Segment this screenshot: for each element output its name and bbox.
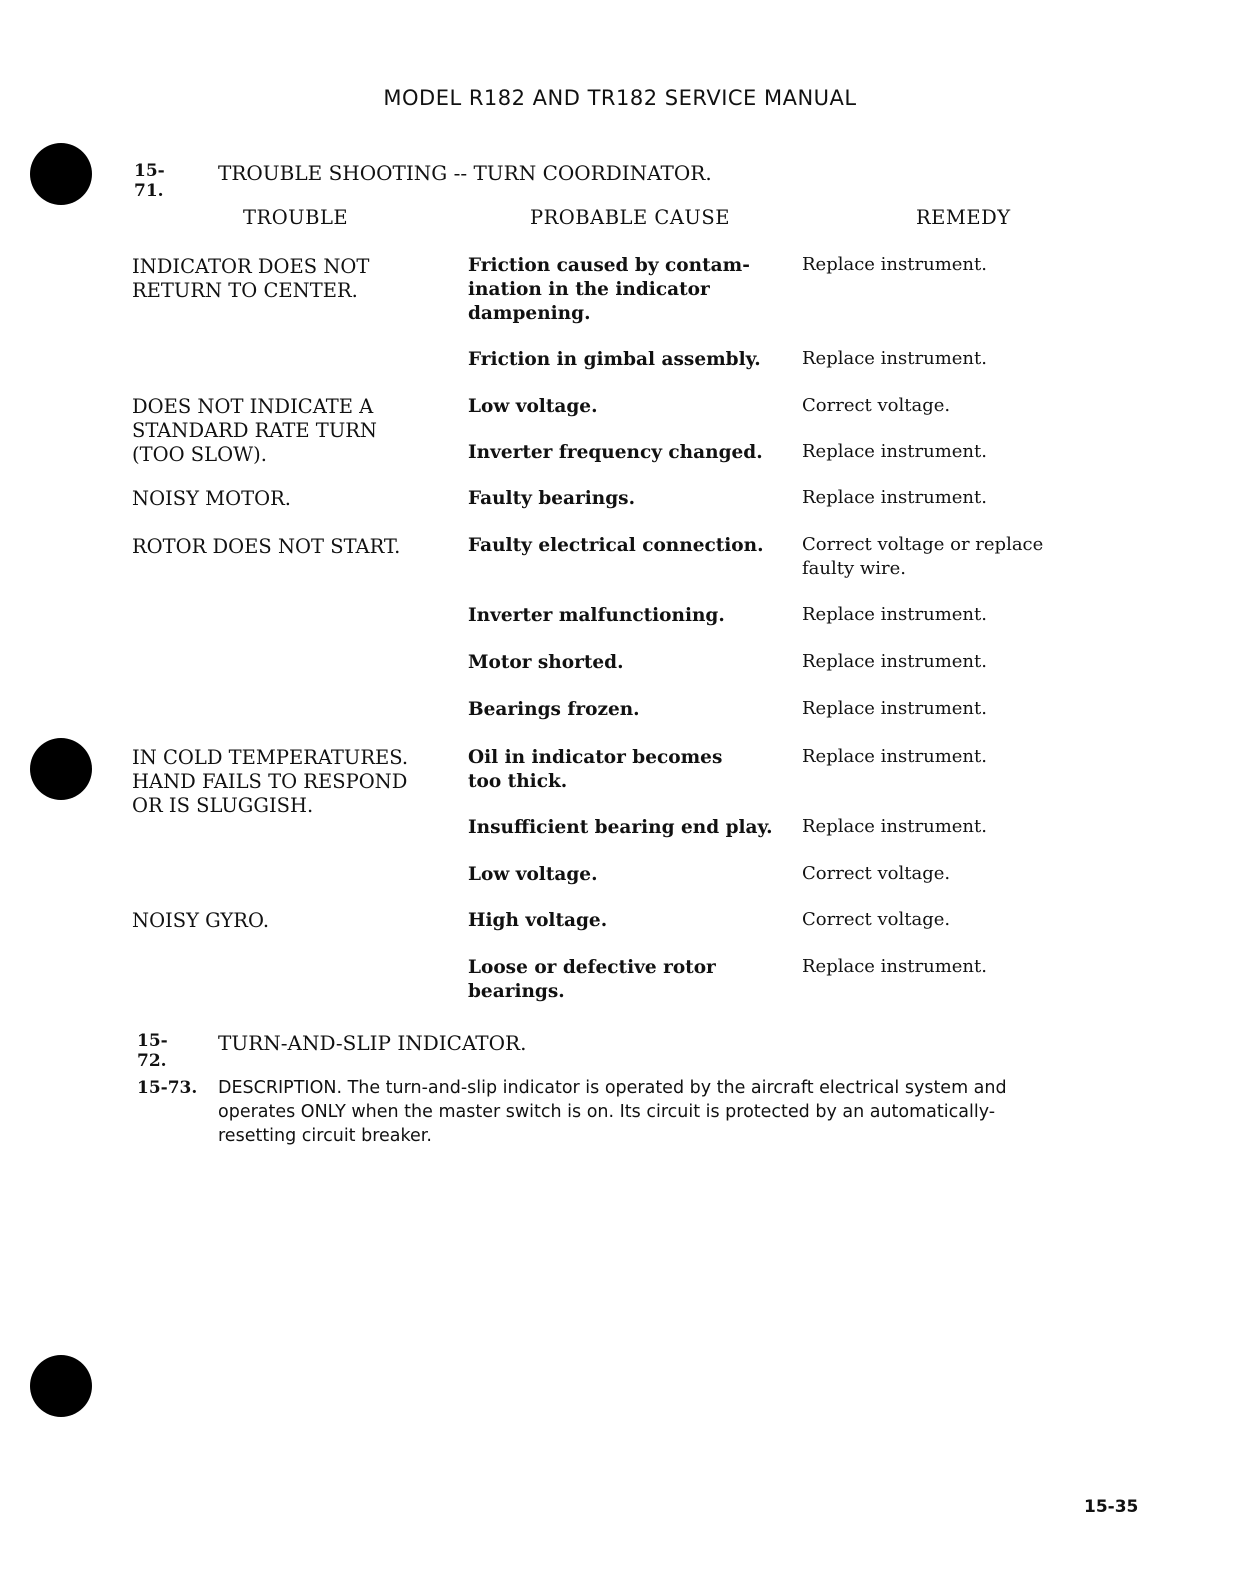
remedy-line: Replace instrument. [802, 604, 987, 625]
remedy-cell [802, 603, 987, 627]
remedy-line: Replace instrument. [802, 651, 987, 672]
cause-line: Insufficient bearing end play. [468, 817, 773, 838]
remedy-cell [802, 650, 987, 674]
probable-cause-cell [468, 816, 773, 840]
probable-cause-cell [468, 487, 635, 511]
remedy-cell [802, 955, 987, 979]
cause-line: Faulty bearings. [468, 488, 636, 509]
trouble-entry [132, 395, 377, 467]
probable-cause-cell [468, 698, 640, 722]
trouble-entry [132, 487, 291, 511]
cause-line: Loose or defective rotor [468, 957, 716, 978]
trouble-entry [132, 535, 400, 559]
remedy-cell [802, 533, 1043, 581]
description-paragraph [218, 1076, 1153, 1148]
probable-cause-cell [468, 441, 763, 465]
page-number: 15-35 [1084, 1497, 1139, 1517]
paragraph-line: DESCRIPTION. The turn-and-slip indicator is operated by the aircraft electrical system and [218, 1078, 1007, 1098]
section-title: TROUBLE SHOOTING -- TURN COORDINATOR. [218, 161, 712, 185]
section-number: 15-72. [137, 1031, 168, 1071]
cause-line: High voltage. [468, 910, 608, 931]
cause-line: Faulty electrical connection. [468, 535, 764, 556]
probable-cause-cell [468, 254, 750, 326]
trouble-line: ROTOR DOES NOT START. [132, 535, 401, 558]
section-number: 15-73. [137, 1078, 198, 1098]
page-title: MODEL R182 AND TR182 SERVICE MANUAL [383, 86, 857, 110]
column-header-trouble: TROUBLE [243, 206, 349, 229]
remedy-line: Replace instrument. [802, 746, 987, 767]
probable-cause-cell [468, 651, 624, 675]
probable-cause-cell [468, 956, 716, 1004]
cause-line: Friction caused by contam- [468, 255, 750, 276]
cause-line: Low voltage. [468, 864, 598, 885]
probable-cause-cell [468, 746, 722, 794]
probable-cause-cell [468, 348, 761, 372]
cause-line: Oil in indicator becomes [468, 747, 723, 768]
remedy-line: Replace instrument. [802, 348, 987, 369]
trouble-entry [132, 746, 408, 818]
binder-hole [30, 738, 92, 800]
remedy-cell [802, 815, 987, 839]
trouble-entry [132, 909, 269, 933]
cause-line: Friction in gimbal assembly. [468, 349, 761, 370]
column-header-probable-cause: PROBABLE CAUSE [530, 206, 730, 229]
remedy-line: Correct voltage or replace [802, 534, 1044, 555]
trouble-line: INDICATOR DOES NOT [132, 255, 370, 278]
remedy-cell [802, 440, 987, 464]
trouble-line: DOES NOT INDICATE A [132, 395, 374, 418]
remedy-cell [802, 486, 987, 510]
cause-line: Low voltage. [468, 396, 598, 417]
remedy-cell [802, 253, 987, 277]
trouble-line: RETURN TO CENTER. [132, 279, 358, 302]
cause-line: Inverter frequency changed. [468, 442, 763, 463]
trouble-line: (TOO SLOW). [132, 443, 267, 466]
remedy-cell [802, 862, 950, 886]
trouble-entry [132, 255, 369, 303]
trouble-line: OR IS SLUGGISH. [132, 794, 314, 817]
trouble-line: IN COLD TEMPERATURES. [132, 746, 409, 769]
probable-cause-cell [468, 534, 764, 558]
remedy-cell [802, 908, 950, 932]
trouble-line: NOISY GYRO. [132, 909, 270, 932]
cause-line: ination in the indicator [468, 279, 710, 300]
cause-line: Bearings frozen. [468, 699, 640, 720]
probable-cause-cell [468, 909, 607, 933]
cause-line: too thick. [468, 771, 568, 792]
remedy-line: Replace instrument. [802, 816, 987, 837]
probable-cause-cell [468, 395, 598, 419]
remedy-cell [802, 697, 987, 721]
binder-hole [30, 143, 92, 205]
cause-line: Inverter malfunctioning. [468, 605, 725, 626]
section-title: TURN-AND-SLIP INDICATOR. [218, 1031, 527, 1055]
remedy-line: Correct voltage. [802, 863, 951, 884]
cause-line: Motor shorted. [468, 652, 624, 673]
remedy-cell [802, 394, 950, 418]
remedy-cell [802, 745, 987, 769]
probable-cause-cell [468, 863, 598, 887]
remedy-line: Replace instrument. [802, 698, 987, 719]
section-number: 15-71. [134, 161, 165, 201]
remedy-cell [802, 347, 987, 371]
trouble-line: STANDARD RATE TURN [132, 419, 377, 442]
remedy-line: Replace instrument. [802, 956, 987, 977]
binder-hole [30, 1355, 92, 1417]
column-header-remedy: REMEDY [916, 206, 1011, 229]
trouble-line: HAND FAILS TO RESPOND [132, 770, 408, 793]
remedy-line: faulty wire. [802, 558, 907, 579]
cause-line: dampening. [468, 303, 591, 324]
paragraph-line: operates ONLY when the master switch is on. Its circuit is protected by an automatically- [218, 1102, 996, 1122]
paragraph-line: resetting circuit breaker. [218, 1126, 432, 1146]
remedy-line: Replace instrument. [802, 254, 987, 275]
trouble-line: NOISY MOTOR. [132, 487, 292, 510]
remedy-line: Replace instrument. [802, 441, 987, 462]
probable-cause-cell [468, 604, 725, 628]
remedy-line: Replace instrument. [802, 487, 987, 508]
remedy-line: Correct voltage. [802, 395, 951, 416]
remedy-line: Correct voltage. [802, 909, 951, 930]
cause-line: bearings. [468, 981, 565, 1002]
